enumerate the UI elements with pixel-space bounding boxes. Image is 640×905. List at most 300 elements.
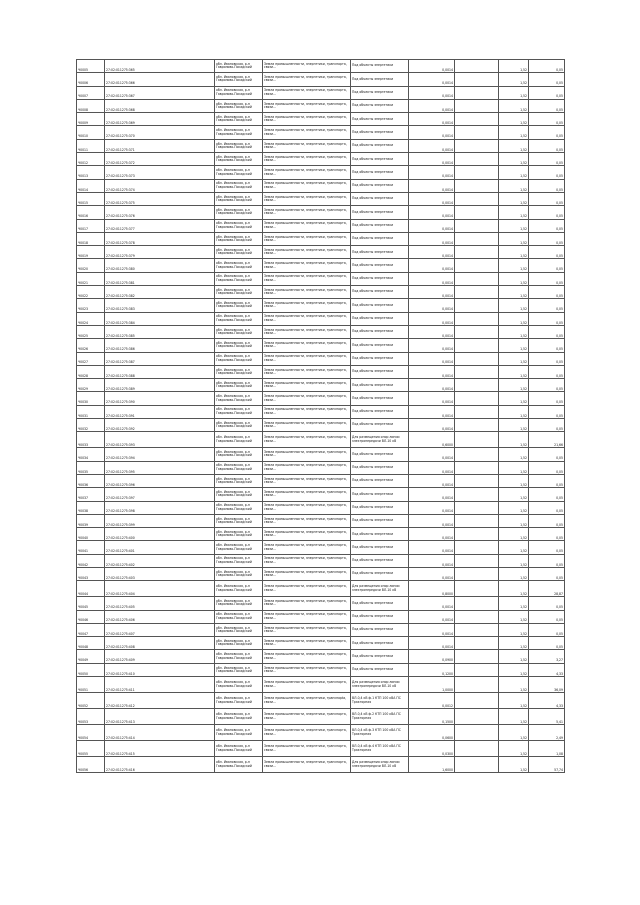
land-category: Земли промышленности, энергетики, транспорta, связи... bbox=[263, 693, 351, 709]
value: 4,33 bbox=[529, 693, 565, 709]
area: 0,0014 bbox=[409, 73, 455, 86]
empty-cell bbox=[455, 725, 499, 741]
land-category: Земли промышленности, энергетики, транспорта, связи... bbox=[263, 637, 351, 650]
permitted-use: Под объекты энергетики bbox=[351, 379, 409, 392]
table-row bbox=[77, 312, 565, 325]
address: обл. Ивановская, р-н Гаврилово-Посадский bbox=[215, 286, 263, 299]
row-id: Ч0009 bbox=[77, 113, 105, 126]
permitted-use: Под объекты энергетики bbox=[351, 299, 409, 312]
cadastral-number: 27:02:011275:391 bbox=[105, 405, 215, 418]
coefficient: 1,52 bbox=[499, 448, 529, 461]
address: обл. Ивановская, р-н Гаврилово-Посадский bbox=[215, 514, 263, 527]
land-category: Земли промышленности, энергетики, транспорта, связи... bbox=[263, 352, 351, 365]
row-id: Ч0029 bbox=[77, 379, 105, 392]
table-row bbox=[77, 567, 565, 580]
table-row bbox=[77, 352, 565, 365]
permitted-use: Под объекты энергетики bbox=[351, 339, 409, 352]
row-id: Ч0035 bbox=[77, 461, 105, 474]
coefficient: 1,52 bbox=[499, 99, 529, 112]
address: обл. Ивановская, р-н Гаврилово-Посадский bbox=[215, 126, 263, 139]
area: 0,0014 bbox=[409, 113, 455, 126]
empty-cell bbox=[455, 581, 499, 597]
coefficient: 1,52 bbox=[499, 637, 529, 650]
table-row bbox=[77, 663, 565, 676]
value: 0,05 bbox=[529, 405, 565, 418]
table-row bbox=[77, 709, 565, 725]
value: 0,05 bbox=[529, 610, 565, 623]
value: 0,05 bbox=[529, 166, 565, 179]
empty-cell bbox=[455, 73, 499, 86]
row-id: Ч0052 bbox=[77, 693, 105, 709]
address: обл. Ивановская, р-н Гаврилово-Посадский bbox=[215, 623, 263, 636]
area: 0,0014 bbox=[409, 448, 455, 461]
table-row bbox=[77, 757, 565, 773]
row-id: Ч0018 bbox=[77, 232, 105, 245]
land-category: Земли промышленности, энергетики, транспорта, связи... bbox=[263, 663, 351, 676]
coefficient: 1,52 bbox=[499, 567, 529, 580]
row-id: Ч0042 bbox=[77, 554, 105, 567]
empty-cell bbox=[455, 325, 499, 338]
empty-cell bbox=[455, 488, 499, 501]
table-row bbox=[77, 514, 565, 527]
area: 0,0014 bbox=[409, 312, 455, 325]
table-row bbox=[77, 166, 565, 179]
address: обл. Ивановская, р-н Гаврилово-Посадский bbox=[215, 153, 263, 166]
address: обл. Ивановская, р-н Гаврилово-Посадский bbox=[215, 325, 263, 338]
coefficient: 1,52 bbox=[499, 179, 529, 192]
value: 0,05 bbox=[529, 192, 565, 205]
coefficient: 1,52 bbox=[499, 113, 529, 126]
address: обл. Ивановская, р-н Гаврилово-Посадский bbox=[215, 419, 263, 432]
empty-cell bbox=[455, 126, 499, 139]
value: 57,74 bbox=[529, 757, 565, 773]
table-row bbox=[77, 246, 565, 259]
value: 0,05 bbox=[529, 365, 565, 378]
coefficient: 1,52 bbox=[499, 246, 529, 259]
cadastral-number: 27:02:011275:366 bbox=[105, 73, 215, 86]
row-id: Ч0043 bbox=[77, 567, 105, 580]
address: обл. Ивановская, р-н Гаврилово-Посадский bbox=[215, 139, 263, 152]
value: 21,66 bbox=[529, 432, 565, 448]
area: 0,0014 bbox=[409, 623, 455, 636]
permitted-use: Под объекты энергетики bbox=[351, 623, 409, 636]
area: 0,0014 bbox=[409, 60, 455, 73]
cadastral-number: 27:02:011275:411 bbox=[105, 677, 215, 693]
value: 0,05 bbox=[529, 339, 565, 352]
row-id: Ч0054 bbox=[77, 725, 105, 741]
cadastral-number: 27:02:011275:374 bbox=[105, 179, 215, 192]
permitted-use: Под объекты энергетики bbox=[351, 219, 409, 232]
row-id: Ч0006 bbox=[77, 73, 105, 86]
empty-cell bbox=[455, 339, 499, 352]
cadastral-number: 27:02:011275:387 bbox=[105, 352, 215, 365]
coefficient: 1,52 bbox=[499, 312, 529, 325]
area: 0,0014 bbox=[409, 325, 455, 338]
permitted-use: Под объекты энергетики bbox=[351, 541, 409, 554]
value: 0,05 bbox=[529, 419, 565, 432]
address: обл. Ивановская, р-н Гаврилово-Посадский bbox=[215, 554, 263, 567]
permitted-use: Под объекты энергетики bbox=[351, 325, 409, 338]
row-id: Ч0038 bbox=[77, 501, 105, 514]
cadastral-number: 27:02:011275:416 bbox=[105, 757, 215, 773]
table-row bbox=[77, 541, 565, 554]
cadastral-number: 27:02:011275:383 bbox=[105, 299, 215, 312]
land-category: Земли промышленности, энергетики, транспорта, связи... bbox=[263, 419, 351, 432]
row-id: Ч0017 bbox=[77, 219, 105, 232]
cadastral-number: 27:02:011275:367 bbox=[105, 86, 215, 99]
table-row bbox=[77, 339, 565, 352]
land-category: Земли промышленности, энергетики, транспорта, связи... bbox=[263, 272, 351, 285]
value: 0,05 bbox=[529, 514, 565, 527]
land-category: Земли промышленности, энергетики, транспорта, связи... bbox=[263, 725, 351, 741]
permitted-use: Под объекты энергетики bbox=[351, 99, 409, 112]
value: 2,49 bbox=[529, 725, 565, 741]
table-row bbox=[77, 650, 565, 663]
cadastral-number: 27:02:011275:407 bbox=[105, 623, 215, 636]
permitted-use: Под объекты энергетики bbox=[351, 610, 409, 623]
address: обл. Ивановская, р-н Гаврилово-Посадский bbox=[215, 299, 263, 312]
permitted-use: Под объекты энергетики bbox=[351, 60, 409, 73]
land-category: Земли промышленности, энергетики, транспорта, связи... bbox=[263, 312, 351, 325]
coefficient: 1,52 bbox=[499, 501, 529, 514]
empty-cell bbox=[455, 99, 499, 112]
land-category: Земли промышленности, энергетики, транспорта, связи... bbox=[263, 219, 351, 232]
area: 0,1500 bbox=[409, 709, 455, 725]
cadastral-number: 27:02:011275:389 bbox=[105, 379, 215, 392]
value: 0,05 bbox=[529, 246, 565, 259]
table-row bbox=[77, 126, 565, 139]
permitted-use: Под объекты энергетики bbox=[351, 488, 409, 501]
land-category: Земли промышленности, энергетики, транспорта, связи... bbox=[263, 709, 351, 725]
value: 0,05 bbox=[529, 153, 565, 166]
table-row bbox=[77, 597, 565, 610]
land-category: Земли промышленности, энергетики, транспорта, связи... bbox=[263, 567, 351, 580]
cadastral-number: 27:02:011275:404 bbox=[105, 581, 215, 597]
table-row bbox=[77, 432, 565, 448]
empty-cell bbox=[455, 352, 499, 365]
address: обл. Ивановская, р-н Гаврилово-Посадский bbox=[215, 741, 263, 757]
address: обл. Ивановская, р-н Гаврилово-Посадский bbox=[215, 663, 263, 676]
row-id: Ч0049 bbox=[77, 650, 105, 663]
permitted-use: Для размещения опор линии электропередачи ВЛ-10 кВ bbox=[351, 581, 409, 597]
cadastral-number: 27:02:011275:392 bbox=[105, 419, 215, 432]
address: обл. Ивановская, р-н Гаврилово-Посадский bbox=[215, 206, 263, 219]
table-row bbox=[77, 419, 565, 432]
permitted-use: Под объекты энергетики bbox=[351, 259, 409, 272]
table-row bbox=[77, 286, 565, 299]
permitted-use: Под объекты энергетики bbox=[351, 405, 409, 418]
empty-cell bbox=[455, 677, 499, 693]
address: обл. Ивановская, р-н Гаврилово-Посадский bbox=[215, 60, 263, 73]
row-id: Ч0016 bbox=[77, 206, 105, 219]
coefficient: 1,52 bbox=[499, 352, 529, 365]
value: 0,05 bbox=[529, 461, 565, 474]
land-category: Земли промышленности, энергетики, транспорта, связи... bbox=[263, 432, 351, 448]
area: 0,0014 bbox=[409, 86, 455, 99]
land-category: Земли промышленности, энергетики, транспорта, связи... bbox=[263, 139, 351, 152]
cadastral-number: 27:02:011275:371 bbox=[105, 139, 215, 152]
row-id: Ч0026 bbox=[77, 339, 105, 352]
coefficient: 1,52 bbox=[499, 488, 529, 501]
area: 0,0300 bbox=[409, 741, 455, 757]
empty-cell bbox=[455, 86, 499, 99]
coefficient: 1,52 bbox=[499, 86, 529, 99]
table-row bbox=[77, 60, 565, 73]
coefficient: 1,52 bbox=[499, 192, 529, 205]
empty-cell bbox=[455, 432, 499, 448]
permitted-use: Для размещения опор линии электропередачи ВЛ-10 кВ bbox=[351, 677, 409, 693]
table-row bbox=[77, 581, 565, 597]
table-row bbox=[77, 192, 565, 205]
area: 0,0014 bbox=[409, 352, 455, 365]
land-plots-table bbox=[76, 59, 565, 773]
cadastral-number: 27:02:011275:384 bbox=[105, 312, 215, 325]
empty-cell bbox=[455, 663, 499, 676]
row-id: Ч0020 bbox=[77, 259, 105, 272]
permitted-use: Под объекты энергетики bbox=[351, 153, 409, 166]
area: 0,0014 bbox=[409, 392, 455, 405]
empty-cell bbox=[455, 419, 499, 432]
value: 0,05 bbox=[529, 86, 565, 99]
coefficient: 1,52 bbox=[499, 757, 529, 773]
land-category: Земли промышленности, энергетики, транспорта, связи... bbox=[263, 541, 351, 554]
permitted-use: ВЛ-0,4 кВ ф.1 КТП 100 кВА ПС Тракторная bbox=[351, 693, 409, 709]
value: 0,05 bbox=[529, 379, 565, 392]
row-id: Ч0050 bbox=[77, 663, 105, 676]
empty-cell bbox=[455, 246, 499, 259]
row-id: Ч0033 bbox=[77, 432, 105, 448]
value: 0,05 bbox=[529, 299, 565, 312]
coefficient: 1,52 bbox=[499, 259, 529, 272]
row-id: Ч0010 bbox=[77, 126, 105, 139]
row-id: Ч0028 bbox=[77, 365, 105, 378]
row-id: Ч0007 bbox=[77, 86, 105, 99]
empty-cell bbox=[455, 286, 499, 299]
row-id: Ч0011 bbox=[77, 139, 105, 152]
cadastral-number: 27:02:011275:398 bbox=[105, 501, 215, 514]
value: 0,05 bbox=[529, 567, 565, 580]
address: обл. Ивановская, р-н Гаврилово-Посадский bbox=[215, 501, 263, 514]
permitted-use: Под объекты энергетики bbox=[351, 192, 409, 205]
cadastral-number: 27:02:011275:372 bbox=[105, 153, 215, 166]
value: 0,05 bbox=[529, 448, 565, 461]
area: 0,0014 bbox=[409, 528, 455, 541]
address: обл. Ивановская, р-н Гаврилово-Посадский bbox=[215, 725, 263, 741]
value: 0,05 bbox=[529, 73, 565, 86]
table-row bbox=[77, 99, 565, 112]
cadastral-number: 27:02:011275:414 bbox=[105, 725, 215, 741]
empty-cell bbox=[455, 514, 499, 527]
area: 0,1200 bbox=[409, 663, 455, 676]
permitted-use: Под объекты энергетики bbox=[351, 419, 409, 432]
permitted-use: Под объекты энергетики bbox=[351, 179, 409, 192]
table-row bbox=[77, 392, 565, 405]
value: 0,05 bbox=[529, 272, 565, 285]
row-id: Ч0025 bbox=[77, 325, 105, 338]
empty-cell bbox=[455, 272, 499, 285]
row-id: Ч0027 bbox=[77, 352, 105, 365]
cadastral-number: 27:02:011275:368 bbox=[105, 99, 215, 112]
area: 0,0014 bbox=[409, 514, 455, 527]
value: 0,05 bbox=[529, 325, 565, 338]
coefficient: 1,52 bbox=[499, 272, 529, 285]
table-row bbox=[77, 528, 565, 541]
address: обл. Ивановская, р-н Гаврилово-Посадский bbox=[215, 352, 263, 365]
permitted-use: Под объекты энергетики bbox=[351, 272, 409, 285]
cadastral-number: 27:02:011275:365 bbox=[105, 60, 215, 73]
address: обл. Ивановская, р-н Гаврилово-Посадский bbox=[215, 461, 263, 474]
table-row bbox=[77, 637, 565, 650]
value: 0,05 bbox=[529, 206, 565, 219]
land-category: Земли промышленности, энергетики, транспорта, связи... bbox=[263, 179, 351, 192]
empty-cell bbox=[455, 528, 499, 541]
coefficient: 1,52 bbox=[499, 299, 529, 312]
empty-cell bbox=[455, 219, 499, 232]
coefficient: 1,52 bbox=[499, 514, 529, 527]
empty-cell bbox=[455, 113, 499, 126]
table-row bbox=[77, 448, 565, 461]
table-row bbox=[77, 474, 565, 487]
area: 0,0014 bbox=[409, 286, 455, 299]
area: 0,0014 bbox=[409, 246, 455, 259]
empty-cell bbox=[455, 379, 499, 392]
area: 1,6000 bbox=[409, 757, 455, 773]
land-category: Земли промышленности, энергетики, транспорта, связи... bbox=[263, 206, 351, 219]
value: 0,05 bbox=[529, 554, 565, 567]
land-category: Земли промышленности, энергетики, транспорта, связи... bbox=[263, 192, 351, 205]
table-row bbox=[77, 206, 565, 219]
permitted-use: ВЛ-0,4 кВ ф.3 КТП 100 кВА ПС Тракторная bbox=[351, 725, 409, 741]
row-id: Ч0024 bbox=[77, 312, 105, 325]
value: 0,05 bbox=[529, 392, 565, 405]
row-id: Ч0041 bbox=[77, 541, 105, 554]
permitted-use: Под объекты энергетики bbox=[351, 650, 409, 663]
area: 0,0014 bbox=[409, 206, 455, 219]
table-row bbox=[77, 488, 565, 501]
value: 5,41 bbox=[529, 709, 565, 725]
coefficient: 1,52 bbox=[499, 663, 529, 676]
table-row bbox=[77, 73, 565, 86]
address: обл. Ивановская, р-н Гаврилово-Посадский bbox=[215, 693, 263, 709]
land-category: Земли промышленности, энергетики, транспорта, связи... bbox=[263, 461, 351, 474]
coefficient: 1,52 bbox=[499, 597, 529, 610]
area: 0,0014 bbox=[409, 259, 455, 272]
land-category: Земли промышленности, энергетики, транспорта, связи... bbox=[263, 757, 351, 773]
row-id: Ч0034 bbox=[77, 448, 105, 461]
address: обл. Ивановская, р-н Гаврилово-Посадский bbox=[215, 610, 263, 623]
empty-cell bbox=[455, 448, 499, 461]
value: 0,05 bbox=[529, 113, 565, 126]
cadastral-number: 27:02:011275:406 bbox=[105, 610, 215, 623]
area: 0,0014 bbox=[409, 339, 455, 352]
empty-cell bbox=[455, 206, 499, 219]
row-id: Ч0015 bbox=[77, 192, 105, 205]
area: 0,0014 bbox=[409, 299, 455, 312]
coefficient: 1,52 bbox=[499, 126, 529, 139]
permitted-use: Под объекты энергетики bbox=[351, 637, 409, 650]
empty-cell bbox=[455, 232, 499, 245]
cadastral-number: 27:02:011275:390 bbox=[105, 392, 215, 405]
land-category: Земли промышленности, энергетики, транспорта, связи... bbox=[263, 623, 351, 636]
cadastral-number: 27:02:011275:373 bbox=[105, 166, 215, 179]
coefficient: 1,52 bbox=[499, 541, 529, 554]
area: 0,0014 bbox=[409, 166, 455, 179]
permitted-use: Под объекты энергетики bbox=[351, 501, 409, 514]
table-row bbox=[77, 299, 565, 312]
table-row bbox=[77, 232, 565, 245]
empty-cell bbox=[455, 757, 499, 773]
value: 0,05 bbox=[529, 528, 565, 541]
table-row bbox=[77, 554, 565, 567]
row-id: Ч0021 bbox=[77, 272, 105, 285]
cadastral-number: 27:02:011275:400 bbox=[105, 528, 215, 541]
coefficient: 1,52 bbox=[499, 610, 529, 623]
cadastral-number: 27:02:011275:394 bbox=[105, 448, 215, 461]
land-category: Земли промышленности, энергетики, транспорта, связи... bbox=[263, 166, 351, 179]
cadastral-number: 27:02:011275:415 bbox=[105, 741, 215, 757]
permitted-use: Под объекты энергетики bbox=[351, 392, 409, 405]
table-row bbox=[77, 272, 565, 285]
area: 0,0014 bbox=[409, 554, 455, 567]
row-id: Ч0008 bbox=[77, 99, 105, 112]
cadastral-number: 27:02:011275:385 bbox=[105, 325, 215, 338]
area: 0,0014 bbox=[409, 153, 455, 166]
address: обл. Ивановская, р-н Гаврилово-Посадский bbox=[215, 392, 263, 405]
coefficient: 1,52 bbox=[499, 73, 529, 86]
cadastral-number: 27:02:011275:410 bbox=[105, 663, 215, 676]
row-id: Ч0055 bbox=[77, 741, 105, 757]
permitted-use: ВЛ-0,4 кВ ф.2 КТП 100 кВА ПС Тракторная bbox=[351, 709, 409, 725]
table-row bbox=[77, 379, 565, 392]
empty-cell bbox=[455, 365, 499, 378]
address: обл. Ивановская, р-н Гаврилово-Посадский bbox=[215, 179, 263, 192]
cadastral-number: 27:02:011275:369 bbox=[105, 113, 215, 126]
cadastral-number: 27:02:011275:382 bbox=[105, 286, 215, 299]
empty-cell bbox=[455, 474, 499, 487]
row-id: Ч0019 bbox=[77, 246, 105, 259]
coefficient: 1,52 bbox=[499, 677, 529, 693]
value: 0,05 bbox=[529, 286, 565, 299]
empty-cell bbox=[455, 650, 499, 663]
coefficient: 1,52 bbox=[499, 365, 529, 378]
empty-cell bbox=[455, 139, 499, 152]
cadastral-number: 27:02:011275:405 bbox=[105, 597, 215, 610]
coefficient: 1,52 bbox=[499, 461, 529, 474]
empty-cell bbox=[455, 541, 499, 554]
coefficient: 1,52 bbox=[499, 528, 529, 541]
row-id: Ч0053 bbox=[77, 709, 105, 725]
empty-cell bbox=[455, 637, 499, 650]
permitted-use: Под объекты энергетики bbox=[351, 567, 409, 580]
land-category: Земли промышленности, энергетики, транспорта, связи... bbox=[263, 246, 351, 259]
area: 0,0600 bbox=[409, 725, 455, 741]
table-row bbox=[77, 623, 565, 636]
land-category: Земли промышленности, энергетики, транспорта, связи... bbox=[263, 113, 351, 126]
coefficient: 1,52 bbox=[499, 232, 529, 245]
land-category: Земли промышленности, энергетики, транспорта, связи... bbox=[263, 741, 351, 757]
table-row bbox=[77, 405, 565, 418]
land-category: Земли промышленности, энергетики, транспорта, связи... bbox=[263, 677, 351, 693]
row-id: Ч0030 bbox=[77, 392, 105, 405]
row-id: Ч0048 bbox=[77, 637, 105, 650]
area: 0,0014 bbox=[409, 597, 455, 610]
area: 0,0014 bbox=[409, 474, 455, 487]
table-row bbox=[77, 365, 565, 378]
coefficient: 1,52 bbox=[499, 725, 529, 741]
address: обл. Ивановская, р-н Гаврилово-Посадский bbox=[215, 246, 263, 259]
address: обл. Ивановская, р-н Гаврилово-Посадский bbox=[215, 99, 263, 112]
cadastral-number: 27:02:011275:395 bbox=[105, 461, 215, 474]
